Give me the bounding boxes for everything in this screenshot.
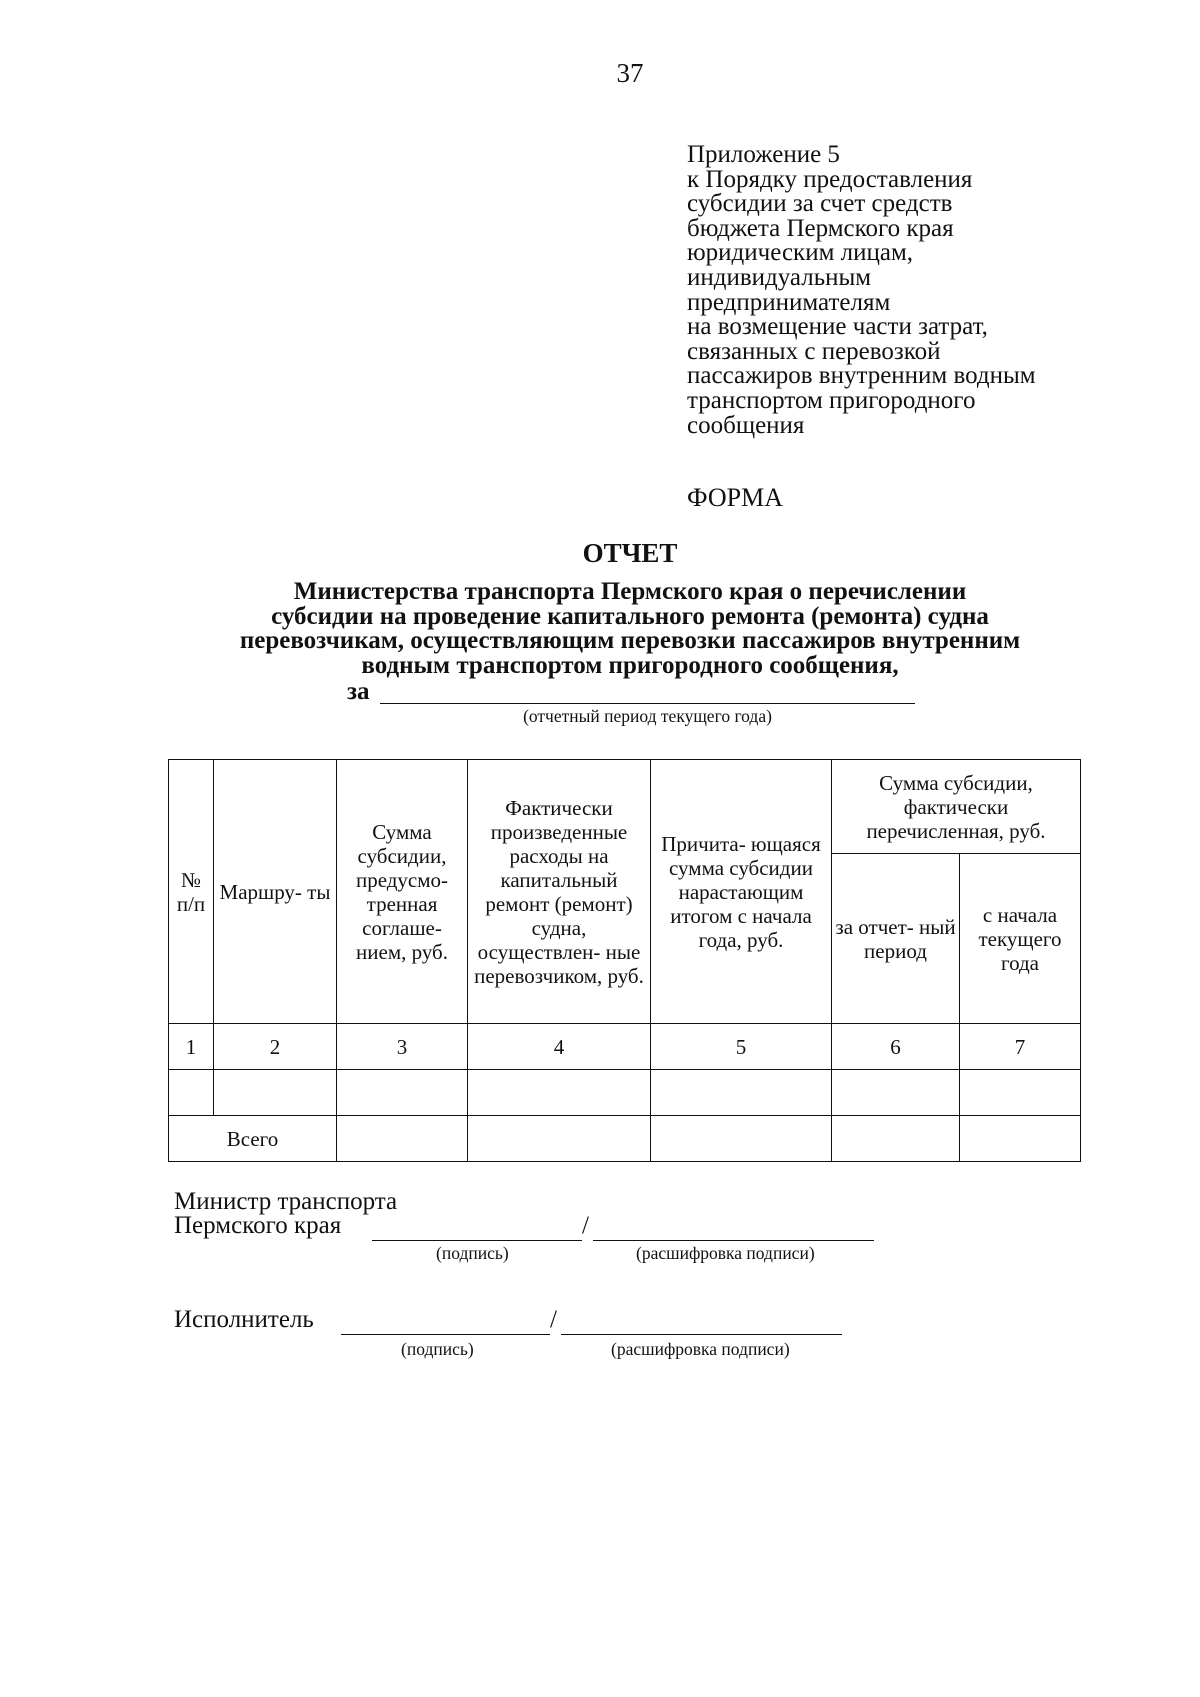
total-label: Всего [169, 1116, 337, 1162]
header-year-to-date: с начала текущего года [960, 854, 1081, 1024]
appendix-block [687, 143, 1036, 438]
period-fill-line[interactable] [380, 703, 915, 704]
empty-cell[interactable] [169, 1070, 214, 1116]
header-num: № п/п [169, 760, 214, 1024]
minister-title-line: Пермского края [174, 1212, 342, 1239]
minister-slash: / [582, 1212, 589, 1239]
empty-cell[interactable] [468, 1070, 651, 1116]
subtitle-line: перевозчикам, осуществляющим перевозки пассажиров внутренним [239, 627, 1021, 654]
report-title: ОТЧЕТ [582, 538, 678, 568]
executor-decode-line[interactable] [561, 1334, 842, 1335]
appendix-line: предпринимателям [687, 288, 891, 316]
minister-signature-line[interactable] [372, 1240, 582, 1241]
subtitle-line: Министерства транспорта Пермского края о перечислении [293, 578, 967, 605]
report-subtitle [150, 580, 1110, 678]
executor-title: Исполнитель [174, 1306, 314, 1333]
period-prefix: за [347, 678, 370, 705]
empty-cell[interactable] [960, 1116, 1081, 1162]
appendix-line: пассажиров внутренним водным [687, 362, 1036, 390]
header-due-subsidy: Причита- ющаяся сумма субсидии нарастающим итогом с начала года, руб. [651, 760, 832, 1024]
header-planned-subsidy: Сумма субсидии, предусмо- тренная соглаше- нием, руб. [337, 760, 468, 1024]
header-routes: Маршру- ты [214, 760, 337, 1024]
total-row [169, 1116, 1081, 1162]
appendix-line: индивидуальным [687, 263, 872, 291]
executor-signature-line[interactable] [341, 1334, 550, 1335]
column-number: 1 [169, 1024, 214, 1070]
appendix-line: транспортом пригородного [687, 386, 976, 414]
minister-title [174, 1190, 397, 1238]
appendix-line: Приложение 5 [687, 141, 840, 168]
column-number: 4 [468, 1024, 651, 1070]
column-number: 7 [960, 1024, 1081, 1070]
empty-cell[interactable] [468, 1116, 651, 1162]
period-caption: (отчетный период текущего года) [523, 706, 772, 726]
header-actual-expenses: Фактически произведенные расходы на капитальный ремонт (ремонт) судна, осуществлен- ные перевозчиком, руб. [468, 760, 651, 1024]
table-row [169, 1070, 1081, 1116]
appendix-line: субсидии за счет средств [687, 190, 953, 218]
appendix-line: сообщения [687, 411, 805, 439]
empty-cell[interactable] [337, 1116, 468, 1162]
executor-caption-decode: (расшифровка подписи) [611, 1339, 790, 1359]
column-number: 3 [337, 1024, 468, 1070]
empty-cell[interactable] [337, 1070, 468, 1116]
form-label: ФОРМА [687, 483, 783, 512]
empty-cell[interactable] [832, 1070, 960, 1116]
header-transferred-group: Сумма субсидии, фактически перечисленная, руб. [832, 760, 1081, 854]
appendix-line: связанных с перевозкой [687, 337, 941, 365]
appendix-line: бюджета Пермского края [687, 214, 954, 242]
empty-cell[interactable] [960, 1070, 1081, 1116]
empty-cell[interactable] [832, 1116, 960, 1162]
page-number: 37 [616, 58, 644, 88]
subtitle-line: водным транспортом пригородного сообщения, [361, 651, 899, 679]
appendix-line: юридическим лицам, [687, 239, 914, 267]
column-number: 6 [832, 1024, 960, 1070]
minister-caption-sign: (подпись) [436, 1243, 509, 1263]
minister-decode-line[interactable] [593, 1240, 874, 1241]
column-number: 5 [651, 1024, 832, 1070]
subtitle-line: субсидии на проведение капитального ремонта (ремонта) судна [271, 602, 989, 630]
appendix-line: на возмещение части затрат, [687, 313, 988, 341]
appendix-line: к Порядку предоставления [687, 165, 973, 193]
empty-cell[interactable] [651, 1070, 832, 1116]
minister-title-line: Министр транспорта [174, 1188, 398, 1215]
executor-slash: / [550, 1306, 557, 1333]
header-reporting-period: за отчет- ный период [832, 854, 960, 1024]
minister-caption-decode: (расшифровка подписи) [636, 1243, 815, 1263]
report-table [168, 759, 1081, 1162]
executor-caption-sign: (подпись) [401, 1339, 474, 1359]
empty-cell[interactable] [651, 1116, 832, 1162]
empty-cell[interactable] [214, 1070, 337, 1116]
column-number: 2 [214, 1024, 337, 1070]
